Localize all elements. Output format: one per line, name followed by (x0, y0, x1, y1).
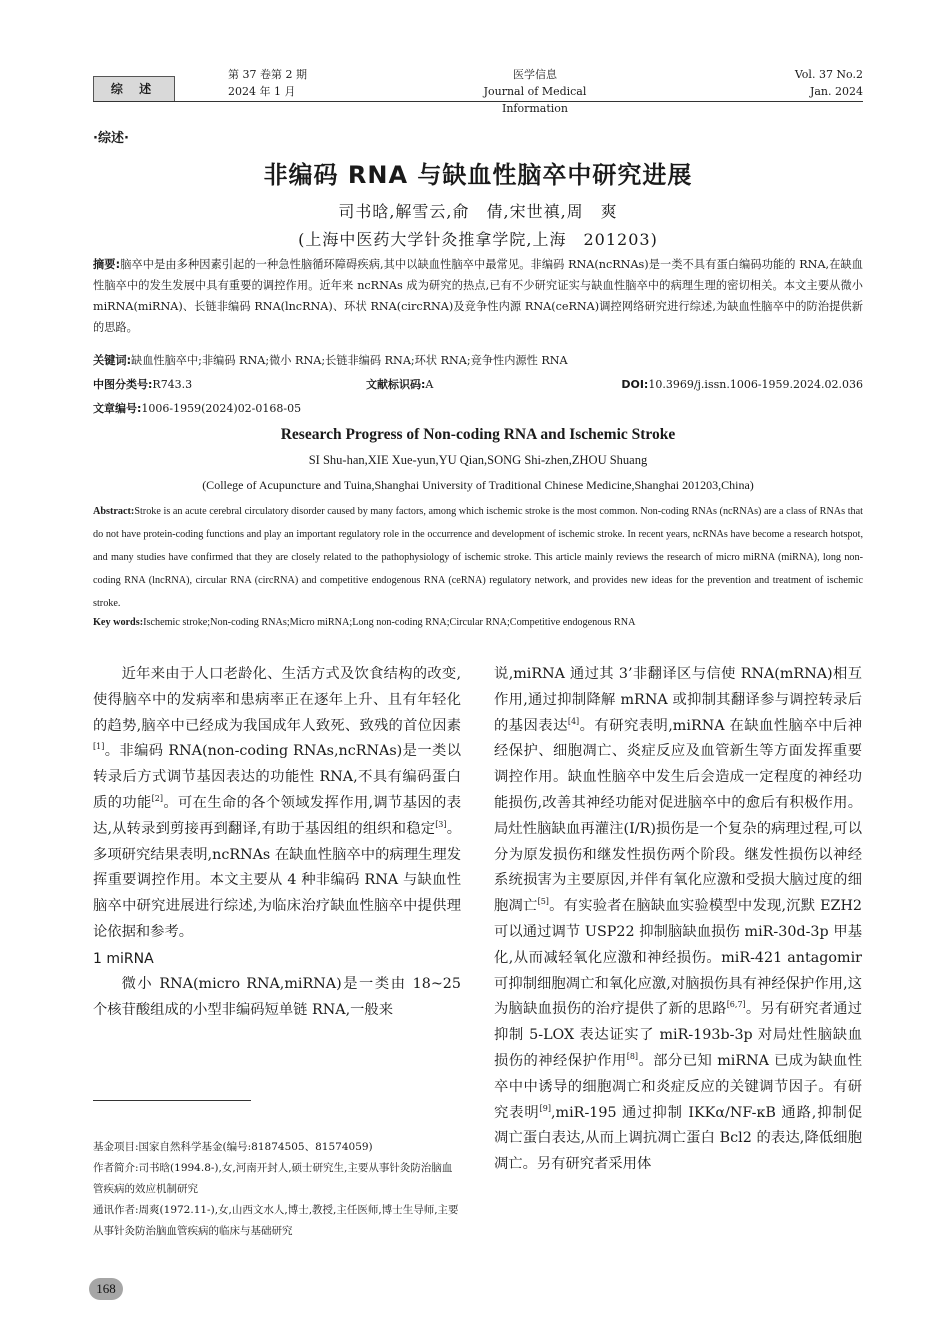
doi (621, 376, 863, 394)
doi-value: 10.3969/j.issn.1006-1959.2024.02.036 (648, 378, 863, 391)
citation: [1] (93, 742, 105, 752)
journal-en: Journal of Medical Information (483, 85, 587, 115)
clc-label: 中图分类号: (93, 378, 153, 391)
header-volume-zh (228, 66, 307, 100)
section-tag-box: 综 述 (93, 76, 175, 102)
abstract-en-text: Stroke is an acute cerebral circulatory disorder caused by many factors, among which ischemic stroke is the most common. Non-coding RNAs (ncRNAs) are a class of RNAs that do not have protein-coding functions and play an important regulatory role in the occurrence and development of ischemic stroke. In recent years, ncRNAs have become a research hotspot, and many studies have confirmed that they are closely related to the pathophysiology of ischemic stroke. This article mainly reviews the research of micro miRNA (miRNA), long non-coding RNA (lncRNA), circular RNA (circRNA) and competitive endogenous RNA (ceRNA) regulatory network, and provides new ideas for the prevention and treatment of ischemic stroke. (93, 506, 863, 609)
title-en: Research Progress of Non-coding RNA and Ischemic Stroke (280, 426, 676, 443)
keywords-en-label: Key words: (93, 617, 144, 628)
authors-zh: 司书晗,解雪云,俞 倩,宋世禛,周 爽 (338, 202, 618, 221)
abstract-en-label: Abstract: (93, 506, 135, 517)
date-zh: 2024 年 1 月 (228, 85, 296, 98)
article-number-value: 1006-1959(2024)02-0168-05 (141, 402, 302, 415)
footnotes (93, 1137, 461, 1242)
right-text-5: 。部分已知 miRNA 已成为缺血性卒中中诱导的细胞凋亡和炎症反应的关键调节因子。有研究表明 (494, 1052, 862, 1121)
intro-text-4: 。多项研究结果表明,ncRNAs 在缺血性脑卒中的病理生理发挥重要调控作用。本文主要从 4 种非编码 RNA 与缺血性脑卒中研究进展进行综述,为临床治疗缺血性脑卒中提供理论依据和参考。 (93, 820, 461, 940)
keywords-en (93, 613, 863, 633)
footnote-rule (93, 1100, 251, 1101)
citation: [5] (537, 897, 549, 907)
authors-en: SI Shu-han,XIE Xue-yun,YU Qian,SONG Shi-zhen,ZHOU Shuang (308, 453, 648, 467)
clc-value: R743.3 (152, 378, 193, 391)
footnote-corresponding: 通讯作者:周爽(1972.11-),女,山西文水人,博士,教授,主任医师,博士生导师,主要从事针灸防治脑血管疾病的临床与基础研究 (93, 1204, 459, 1237)
title-zh: 非编码 RNA 与缺血性脑卒中研究进展 (263, 161, 693, 189)
abstract-zh-text: 脑卒中是由多种因素引起的一种急性脑循环障碍疾病,其中以缺血性脑卒中最常见。非编码 RNA(ncRNAs)是一类不具有蛋白编码功能的 RNA,在缺血性脑卒中的发生发展中具有重要的调控作用。近年来 ncRNAs 成为研究的热点,已有不少研究证实与缺血性脑卒中的病理生理的密切相关。本文主要从微小 miRNA(miRNA)、长链非编码 RNA(lncRNA)、环状 RNA(circRNA)及竞争性内源 RNA(ceRNA)调控网络研究进行综述,为缺血性脑卒中的防治提供新的思路。 (93, 258, 863, 334)
volume-zh: 第 37 卷第 2 期 (228, 68, 307, 81)
mirna-continuation (494, 662, 862, 1178)
right-text-6: ,miR-195 通过抑制 IKKα/NF-κB 通路,抑制促凋亡蛋白表达,从而上调抗凋亡蛋白 Bcl2 的表达,降低细胞凋亡。另有研究者采用体 (494, 1104, 862, 1173)
affiliation-zh: (上海中医药大学针灸推拿学院,上海 201203) (298, 230, 658, 249)
journal-zh: 医学信息 (513, 68, 557, 81)
classification-row (93, 376, 863, 394)
article-number (93, 400, 301, 418)
right-text-4: 。另有研究者通过抑制 5-LOX 表达证实了 miR-193b-3p 对局灶性脑缺血损伤的神经保护作用 (494, 1001, 862, 1069)
citation: [9] (539, 1103, 551, 1113)
page-number: 168 (89, 1278, 123, 1300)
doc-code (366, 376, 433, 394)
right-text-2: 。有研究表明,miRNA 在缺血性脑卒中后神经保护、细胞凋亡、炎症反应及血管新生等方面发挥重要调控作用。缺血性脑卒中发生后会造成一定程度的神经功能损伤,改善其神经功能对促进脑卒中的愈后有积极作用。局灶性脑缺血再灌注(I/R)损伤是一个复杂的病理过程,可以分为原发损伤和继发性损伤两个阶段。继发性损伤以神经系统损害为主要原因,并伴有氧化应激和受损大脑过度的细胞凋亡 (494, 717, 862, 915)
article-number-label: 文章编号: (93, 402, 142, 415)
intro-text-3: 。可在生命的各个领域发挥作用,调节基因的表达,从转录到剪接再到翻译,有助于基因组的组织和稳定 (93, 794, 461, 837)
body-left-column (93, 662, 461, 1023)
citation: [4] (567, 716, 580, 726)
citation: [2] (151, 794, 163, 804)
body-right-column (494, 662, 862, 1178)
keywords-en-text: Ischemic stroke;Non-coding RNAs;Micro miRNA;Long non-coding RNA;Circular RNA;Competitive endogenous RNA (143, 617, 636, 628)
citation: [8] (626, 1052, 639, 1062)
header-volume-en (760, 66, 863, 100)
date-en: Jan. 2024 (809, 85, 863, 98)
doi-label: DOI: (621, 378, 649, 391)
footnote-fund: 基金项目:国家自然科学基金(编号:81874505、81574059) (93, 1141, 373, 1153)
keywords-zh-text: 缺血性脑卒中;非编码 RNA;微小 RNA;长链非编码 RNA;环状 RNA;竞争性内源性 RNA (131, 354, 568, 367)
keywords-zh (93, 352, 863, 370)
abstract-zh (93, 254, 863, 338)
intro-paragraph (93, 662, 461, 946)
affiliation-en: (College of Acupuncture and Tuina,Shanghai University of Traditional Chinese Medicine,Shanghai 201203,China) (202, 478, 754, 492)
doc-code-label: 文献标识码: (366, 378, 426, 391)
header-rule (93, 101, 863, 102)
intro-text-1: 近年来由于人口老龄化、生活方式及饮食结构的改变,使得脑卒中的发病率和患病率正在逐年上升、且有年轻化的趋势,脑卒中已经成为我国成年人致死、致残的首位因素 (93, 666, 461, 734)
footnote-author: 作者简介:司书晗(1994.8-),女,河南开封人,硕士研究生,主要从事针灸防治脑血管疾病的效应机制研究 (93, 1162, 453, 1195)
mirna-text: 微小 RNA(micro RNA,miRNA)是一类由 18~25 个核苷酸组成的小型非编码短单链 RNA,一般来 (93, 975, 461, 1018)
column-label: ·综述· (93, 131, 129, 146)
keywords-zh-label: 关键词: (93, 354, 132, 367)
citation: [6,7] (726, 1000, 746, 1010)
clc (93, 376, 192, 394)
abstract-en (93, 500, 863, 615)
section-heading-1: 1 miRNA (93, 950, 154, 967)
volume-en: Vol. 37 No.2 (794, 68, 863, 81)
right-text-3: 。有实验者在脑缺血实验模型中发现,沉默 EZH2 可以通过调节 USP22 抑制脑缺血损伤 miR-30d-3p 甲基化,从而减轻氧化应激和神经损伤。miR-421 antagomir 可抑制细胞凋亡和氧化应激,对脑损伤具有神经保护作用,这为脑缺血损伤的治疗提供了新的思路 (494, 898, 863, 1018)
header-journal (470, 66, 600, 117)
intro-text-2: 。非编码 RNA(non-coding RNAs,ncRNAs)是一类以转录后方式调节基因表达的功能性 RNA,不具有编码蛋白质的功能 (93, 743, 461, 811)
abstract-zh-label: 摘要: (93, 258, 121, 271)
citation: [3] (435, 820, 447, 830)
right-text-1: 说,miRNA 通过其 3’非翻译区与信使 RNA(mRNA)相互作用,通过抑制降解 mRNA 或抑制其翻译参与调控转录后的基因表达 (494, 666, 862, 734)
doc-code-value: A (425, 378, 434, 391)
mirna-paragraph (93, 972, 461, 1024)
